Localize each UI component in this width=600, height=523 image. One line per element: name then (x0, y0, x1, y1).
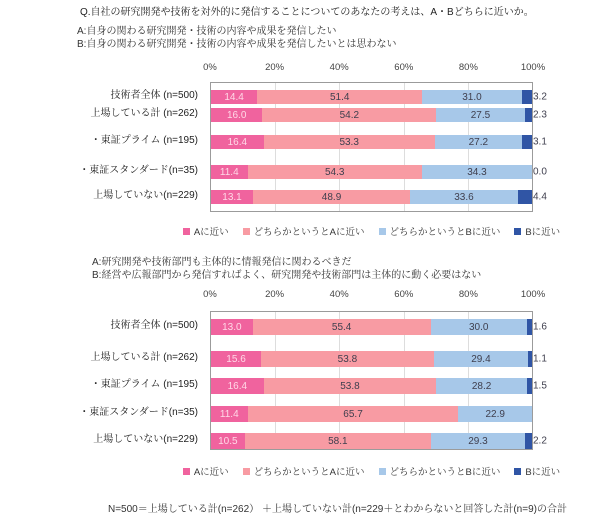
segment-value-label: 51.4 (329, 91, 350, 103)
category-label: ・東証スタンダード(n=35) (79, 407, 198, 418)
bar-row (211, 406, 532, 422)
x-axis-tick: 0% (203, 62, 217, 73)
legend-swatch-icon (514, 468, 521, 475)
segment-value-label: 48.9 (321, 191, 342, 203)
segment-value-label: 16.4 (227, 136, 248, 148)
x-axis-tick: 40% (329, 289, 349, 300)
bar-segment-lean_b (422, 90, 522, 104)
x-axis-tick: 20% (265, 62, 285, 73)
bar-segment-lean_b (435, 135, 522, 149)
bar-segment-a_close (211, 433, 245, 449)
bar-segment-b_close (525, 108, 532, 122)
segment-value-label: 16.0 (226, 109, 247, 121)
question-1-title: Q.自社の研究開発や技術を対外的に発信することについてのあなたの考えは、A・Bどちらに近いか。 (80, 7, 534, 18)
category-label: ・東証スタンダード(n=35) (79, 165, 198, 176)
plot-area (210, 82, 547, 212)
segment-value-label: 54.3 (325, 166, 345, 178)
category-label: 技術者全体 (n=500) (110, 90, 198, 101)
x-axis-tick: 80% (458, 289, 478, 300)
segment-value-label-outside: 1.5 (533, 380, 547, 392)
segment-value-label: 55.4 (331, 321, 352, 333)
segment-value-label-outside: 1.1 (533, 353, 547, 365)
segment-value-label: 11.4 (219, 166, 239, 178)
category-label: 上場している計 (n=262) (90, 108, 198, 119)
segment-value-label: 27.5 (470, 109, 491, 121)
segment-value-label: 53.8 (337, 353, 358, 365)
category-label: 上場していない(n=229) (93, 434, 198, 445)
legend-item (514, 464, 560, 478)
bar-segment-a_close (211, 135, 264, 149)
bar-segment-lean_b (436, 108, 524, 122)
x-axis-tick: 60% (394, 62, 414, 73)
footer-note: N=500＝上場している計(n=262） ＋上場していない計(n=229＋とわからないと回答した計(n=9)の合計 (108, 504, 567, 515)
segment-value-label-outside: 0.0 (533, 166, 547, 178)
legend-label: Aに近い (193, 227, 229, 238)
bar-segment-a_close (211, 406, 248, 422)
segment-value-label: 58.1 (328, 435, 348, 447)
x-axis-tick: 80% (458, 62, 478, 73)
bar-segment-a_close (211, 108, 262, 122)
bar-segment-b_close (522, 90, 532, 104)
legend-item (183, 464, 229, 478)
bar-segment-b_close (527, 378, 532, 394)
category-label: 上場している計 (n=262) (90, 352, 198, 363)
category-label: ・東証プライム (n=195) (90, 135, 198, 146)
bar-segment-lean_a (248, 165, 422, 179)
bar-segment-lean_b (434, 351, 528, 367)
bar-segment-lean_b (431, 319, 527, 335)
bar-segment-b_close (518, 190, 532, 204)
bar-segment-lean_a (262, 108, 436, 122)
x-axis-tick: 100% (520, 289, 546, 300)
legend-label: Bに近い (525, 227, 561, 238)
segment-value-label: 31.0 (462, 91, 482, 103)
bar-segment-a_close (211, 378, 264, 394)
segment-value-label: 53.8 (340, 380, 360, 392)
segment-value-label: 53.3 (339, 136, 359, 148)
legend-item (379, 464, 501, 478)
bar-segment-b_close (528, 351, 532, 367)
bar-segment-lean_b (410, 190, 518, 204)
bar-row (211, 190, 547, 204)
legend (193, 464, 561, 478)
segment-value-label-outside: 2.3 (533, 109, 547, 121)
bar-segment-b_close (525, 433, 532, 449)
bar-segment-a_close (211, 351, 261, 367)
legend-swatch-icon (183, 468, 190, 475)
segment-value-label: 14.4 (224, 91, 244, 103)
bar-segment-lean_a (253, 190, 410, 204)
legend-label: Aに近い (193, 467, 229, 478)
bar-row (211, 351, 547, 367)
bar-segment-lean_b (422, 165, 532, 179)
segment-value-label: 29.3 (468, 435, 488, 447)
legend-label: Bに近い (525, 467, 561, 478)
legend-label: どちらかというとAに近い (253, 467, 365, 478)
bar-segment-a_close (211, 319, 253, 335)
segment-value-label: 11.4 (219, 408, 239, 420)
segment-value-label: 22.9 (485, 408, 505, 420)
plot-area (210, 311, 547, 450)
legend-swatch-icon (243, 468, 250, 475)
bar-row (211, 108, 547, 122)
bar-segment-lean_b (458, 406, 532, 422)
bar-segment-a_close (211, 90, 257, 104)
x-axis-tick: 60% (394, 289, 414, 300)
question-1-option-a: A:自身の関わる研究開発・技術の内容や成果を発信したい (77, 26, 337, 37)
category-label: ・東証プライム (n=195) (90, 379, 198, 390)
segment-value-label: 13.0 (222, 321, 242, 333)
segment-value-label: 27.2 (468, 136, 489, 148)
segment-value-label: 15.6 (226, 353, 246, 365)
segment-value-label-outside: 4.4 (533, 191, 547, 203)
segment-value-label: 65.7 (343, 408, 363, 420)
bar-row (211, 135, 547, 149)
segment-value-label-outside: 2.2 (533, 435, 547, 447)
x-axis-tick: 0% (203, 289, 217, 300)
segment-value-label-outside: 1.6 (533, 321, 547, 333)
bar-segment-a_close (211, 190, 253, 204)
segment-value-label: 30.0 (468, 321, 489, 333)
x-axis-tick: 40% (329, 62, 349, 73)
question-2-option-a: A:研究開発や技術部門も主体的に情報発信に関わるべきだ (92, 257, 352, 268)
segment-value-label: 16.4 (227, 380, 248, 392)
bar-segment-lean_b (436, 378, 527, 394)
bar-segment-b_close (527, 319, 532, 335)
bar-row (211, 433, 547, 449)
legend-label: どちらかというとBに近い (389, 227, 501, 238)
bar-row (211, 378, 547, 394)
segment-value-label: 33.6 (454, 191, 474, 203)
bar-row (211, 90, 547, 104)
bar-segment-lean_a (257, 90, 422, 104)
segment-value-label: 10.5 (218, 435, 238, 447)
bar-segment-lean_a (253, 319, 431, 335)
bar-segment-lean_b (431, 433, 525, 449)
question-1-option-b: B:自身の関わる研究開発・技術の内容や成果を発信したいとは思わない (77, 39, 397, 50)
legend-item (243, 464, 365, 478)
segment-value-label-outside: 3.2 (533, 91, 547, 103)
segment-value-label: 28.2 (471, 380, 492, 392)
question-2-option-b: B:経営や広報部門から発信すればよく、研究開発や技術部門は主体的に動く必要はない (92, 270, 482, 281)
x-axis-tick: 100% (520, 62, 546, 73)
bar-segment-lean_a (248, 406, 459, 422)
bar-row (211, 319, 547, 335)
legend-swatch-icon (379, 468, 386, 475)
bar-segment-lean_a (245, 433, 431, 449)
segment-value-label: 54.2 (339, 109, 360, 121)
category-label: 上場していない(n=229) (93, 190, 198, 201)
bar-row (211, 165, 547, 179)
legend-label: どちらかというとAに近い (253, 227, 365, 238)
bar-segment-lean_a (261, 351, 434, 367)
legend-label: どちらかというとBに近い (389, 467, 501, 478)
bar-segment-lean_a (264, 378, 437, 394)
segment-value-label-outside: 3.1 (533, 136, 547, 148)
category-label: 技術者全体 (n=500) (110, 320, 198, 331)
bar-segment-lean_a (264, 135, 435, 149)
x-axis-tick: 20% (265, 289, 285, 300)
segment-value-label: 34.3 (467, 166, 487, 178)
segment-value-label: 13.1 (222, 191, 242, 203)
bar-segment-a_close (211, 165, 248, 179)
bar-segment-b_close (522, 135, 532, 149)
segment-value-label: 29.4 (471, 353, 491, 365)
